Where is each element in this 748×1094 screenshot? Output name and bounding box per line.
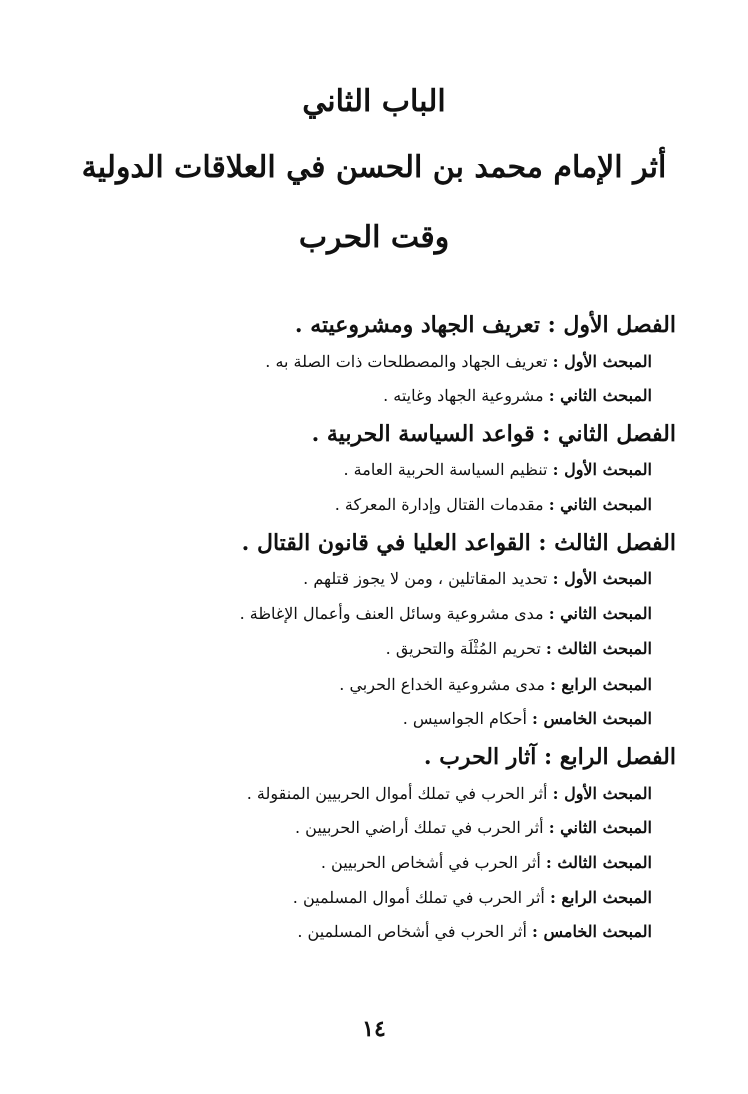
chapter-heading: الفصل الرابع : آثار الحرب . — [423, 744, 676, 770]
section-text: أثر الحرب في أشخاص المسلمين . — [297, 922, 527, 941]
section-entry — [240, 604, 652, 623]
part-subtitle-1: أثر الإمام محمد بن الحسن في العلاقات الدولية — [81, 150, 667, 185]
section-entry — [386, 639, 652, 658]
chapter-heading: الفصل الثاني : قواعد السياسة الحربية . — [311, 421, 676, 447]
section-text: أثر الحرب في تملك أراضي الحربيين . — [294, 818, 544, 837]
section-label: المبحث الأول : — [552, 784, 652, 803]
section-label: المبحث الثالث : — [545, 853, 652, 872]
section-text: مقدمات القتال وإدارة المعركة . — [334, 495, 544, 514]
section-entry — [265, 352, 652, 371]
section-text: تحديد المقاتلين ، ومن لا يجوز قتلهم . — [303, 569, 548, 588]
section-text: أثر الحرب في أشخاص الحربيين . — [320, 853, 541, 872]
section-text: تحريم المُثْلَة والتحريق . — [385, 639, 541, 658]
section-text: أثر الحرب في تملك أموال الحربيين المنقولة . — [246, 784, 548, 803]
section-label: المبحث الثاني : — [548, 386, 652, 405]
section-label: المبحث الأول : — [552, 569, 652, 588]
section-text: أحكام الجواسيس . — [402, 709, 527, 728]
section-label: المبحث الثاني : — [548, 604, 652, 623]
section-entry — [293, 888, 652, 907]
section-text: أثر الحرب في تملك أموال المسلمين . — [292, 888, 545, 907]
section-label: المبحث الثاني : — [548, 818, 652, 837]
section-entry — [339, 675, 652, 694]
section-entry — [295, 818, 652, 837]
chapter-heading: الفصل الثالث : القواعد العليا في قانون القتال . — [241, 530, 676, 556]
section-text: مدى مشروعية وسائل العنف وأعمال الإغاظة . — [239, 604, 544, 623]
section-label: المبحث الثاني : — [548, 495, 652, 514]
part-subtitle-2: وقت الحرب — [298, 220, 450, 255]
section-entry — [383, 386, 652, 405]
section-entry — [247, 784, 652, 803]
section-text: مشروعية الجهاد وغايته . — [383, 386, 544, 405]
part-title: الباب الثاني — [302, 84, 446, 119]
section-label: المبحث الخامس : — [532, 709, 652, 728]
section-label: المبحث الخامس : — [532, 922, 652, 941]
section-label: المبحث الأول : — [552, 352, 652, 371]
page-number: ١٤ — [362, 1016, 386, 1042]
section-text: مدى مشروعية الخداع الحربي . — [339, 675, 545, 694]
section-entry — [403, 709, 652, 728]
section-text: تنظيم السياسة الحربية العامة . — [343, 460, 548, 479]
section-label: المبحث الرابع : — [549, 888, 652, 907]
section-entry — [303, 569, 652, 588]
section-label: المبحث الثالث : — [545, 639, 652, 658]
section-label: المبحث الرابع : — [549, 675, 652, 694]
section-text: تعريف الجهاد والمصطلحات ذات الصلة به . — [265, 352, 548, 371]
section-entry — [321, 853, 652, 872]
section-entry — [297, 922, 652, 941]
section-entry — [335, 495, 652, 514]
chapter-heading: الفصل الأول : تعريف الجهاد ومشروعيته . — [294, 312, 676, 338]
section-entry — [344, 460, 653, 479]
section-label: المبحث الأول : — [552, 460, 652, 479]
